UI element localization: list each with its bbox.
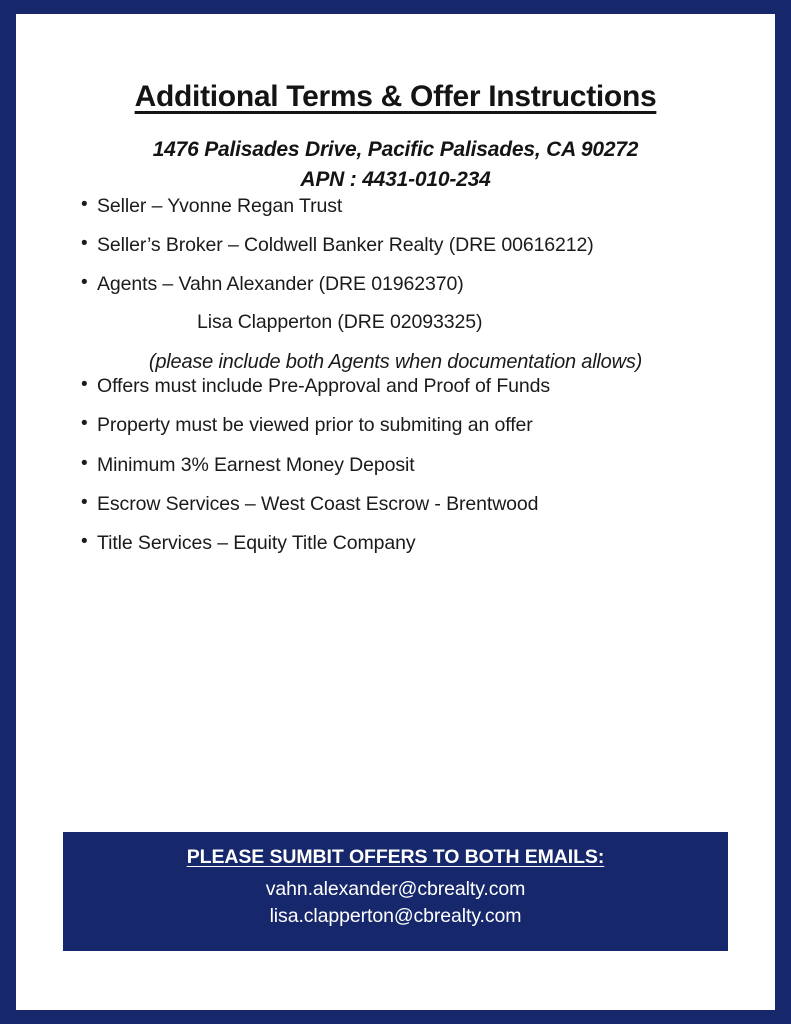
list-item xyxy=(51,194,740,219)
email-callout-heading: PLEASE SUMBIT OFFERS TO BOTH EMAILS: xyxy=(186,845,605,868)
property-address: 1476 Palisades Drive, Pacific Palisades, CA 90272 xyxy=(152,138,639,161)
agent-secondary-line: Lisa Clapperton (DRE 02093325) xyxy=(197,310,483,333)
list-item xyxy=(51,413,740,438)
email-address-primary[interactable]: vahn.alexander@cbrealty.com xyxy=(265,877,526,900)
list-item xyxy=(51,531,740,556)
term-text: Escrow Services – West Coast Escrow - Brentwood xyxy=(97,492,539,515)
property-apn: APN : 4431-010-234 xyxy=(300,168,491,192)
list-item xyxy=(51,374,740,399)
property-subtitle xyxy=(51,137,740,194)
term-text: Property must be viewed prior to submiting an offer xyxy=(97,414,533,437)
list-item xyxy=(51,453,740,478)
email-address-secondary[interactable]: lisa.clapperton@cbrealty.com xyxy=(269,905,522,928)
term-text: Title Services – Equity Title Company xyxy=(97,532,416,555)
term-text: Seller – Yvonne Regan Trust xyxy=(97,194,343,217)
list-item xyxy=(51,492,740,517)
document-page xyxy=(16,14,775,1010)
term-text: Seller’s Broker – Coldwell Banker Realty (DRE 00616212) xyxy=(97,233,594,256)
term-text: Offers must include Pre-Approval and Proof of Funds xyxy=(97,374,551,397)
list-item xyxy=(51,272,740,297)
term-text: Agents – Vahn Alexander (DRE 01962370) xyxy=(97,273,464,296)
page-title: Additional Terms & Offer Instructions xyxy=(134,80,657,113)
agents-note: (please include both Agents when documentation allows) xyxy=(148,350,643,373)
term-text: Minimum 3% Earnest Money Deposit xyxy=(97,453,415,476)
email-callout-box xyxy=(63,832,728,951)
list-item xyxy=(51,233,740,258)
terms-list-primary xyxy=(51,194,740,298)
terms-list-secondary xyxy=(51,374,740,557)
